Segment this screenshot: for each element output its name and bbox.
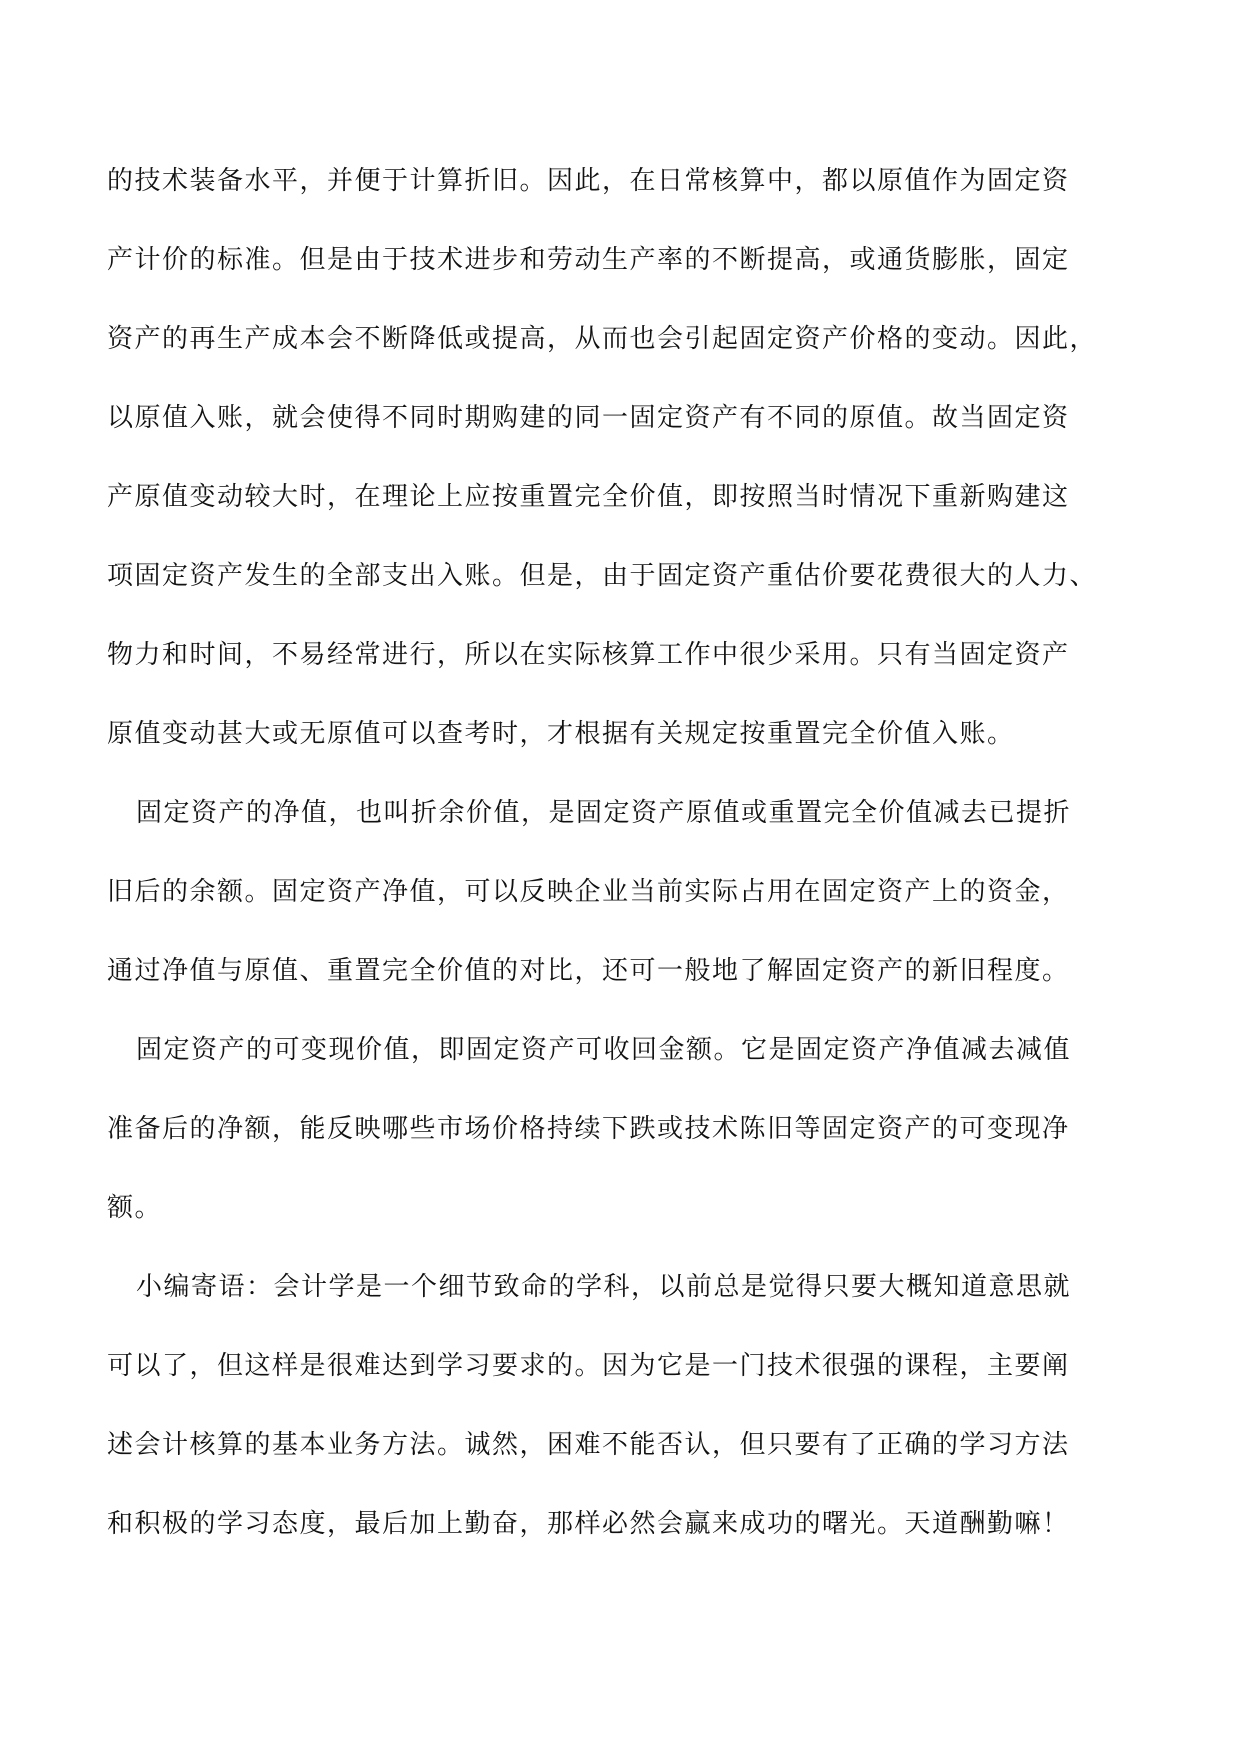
text-line: 可以了，但这样是很难达到学习要求的。因为它是一门技术很强的课程，主要阐: [107, 1351, 1070, 1381]
text-line: 资产的再生产成本会不断降低或提高，从而也会引起固定资产价格的变动。因此，: [107, 324, 1098, 354]
paragraph-start-line: 固定资产的可变现价值，即固定资产可收回金额。它是固定资产净值减去减值: [136, 1035, 1072, 1065]
text-line: 的技术装备水平，并便于计算折旧。因此，在日常核算中，都以原值作为固定资: [107, 166, 1070, 196]
text-line: 额。: [107, 1193, 163, 1223]
text-line: 产计价的标准。但是由于技术进步和劳动生产率的不断提高，或通货膨胀，固定: [107, 245, 1070, 275]
text-line: 准备后的净额，能反映哪些市场价格持续下跌或技术陈旧等固定资产的可变现净: [107, 1114, 1070, 1144]
text-line: 项固定资产发生的全部支出入账。但是，由于固定资产重估价要花费很大的人力、: [107, 561, 1098, 591]
text-line: 述会计核算的基本业务方法。诚然，困难不能否认，但只要有了正确的学习方法: [107, 1430, 1070, 1460]
text-line: 旧后的余额。固定资产净值，可以反映企业当前实际占用在固定资产上的资金，: [107, 877, 1070, 907]
paragraph-start-line: 固定资产的净值，也叫折余价值，是固定资产原值或重置完全价值减去已提折: [136, 798, 1072, 828]
paragraph-start-line: 小编寄语：会计学是一个细节致命的学科，以前总是觉得只要大概知道意思就: [136, 1272, 1072, 1302]
text-line: 通过净值与原值、重置完全价值的对比，还可一般地了解固定资产的新旧程度。: [107, 956, 1070, 986]
text-line: 和积极的学习态度，最后加上勤奋，那样必然会赢来成功的曙光。天道酬勤嘛！: [107, 1509, 1070, 1539]
text-line: 原值变动甚大或无原值可以查考时，才根据有关规定按重置完全价值入账。: [107, 719, 1015, 749]
text-line: 物力和时间，不易经常进行，所以在实际核算工作中很少采用。只有当固定资产: [107, 640, 1070, 670]
document-body: [107, 163, 1137, 1585]
text-line: 产原值变动较大时，在理论上应按重置完全价值，即按照当时情况下重新购建这: [107, 482, 1070, 512]
text-line: 以原值入账，就会使得不同时期购建的同一固定资产有不同的原值。故当固定资: [107, 403, 1070, 433]
